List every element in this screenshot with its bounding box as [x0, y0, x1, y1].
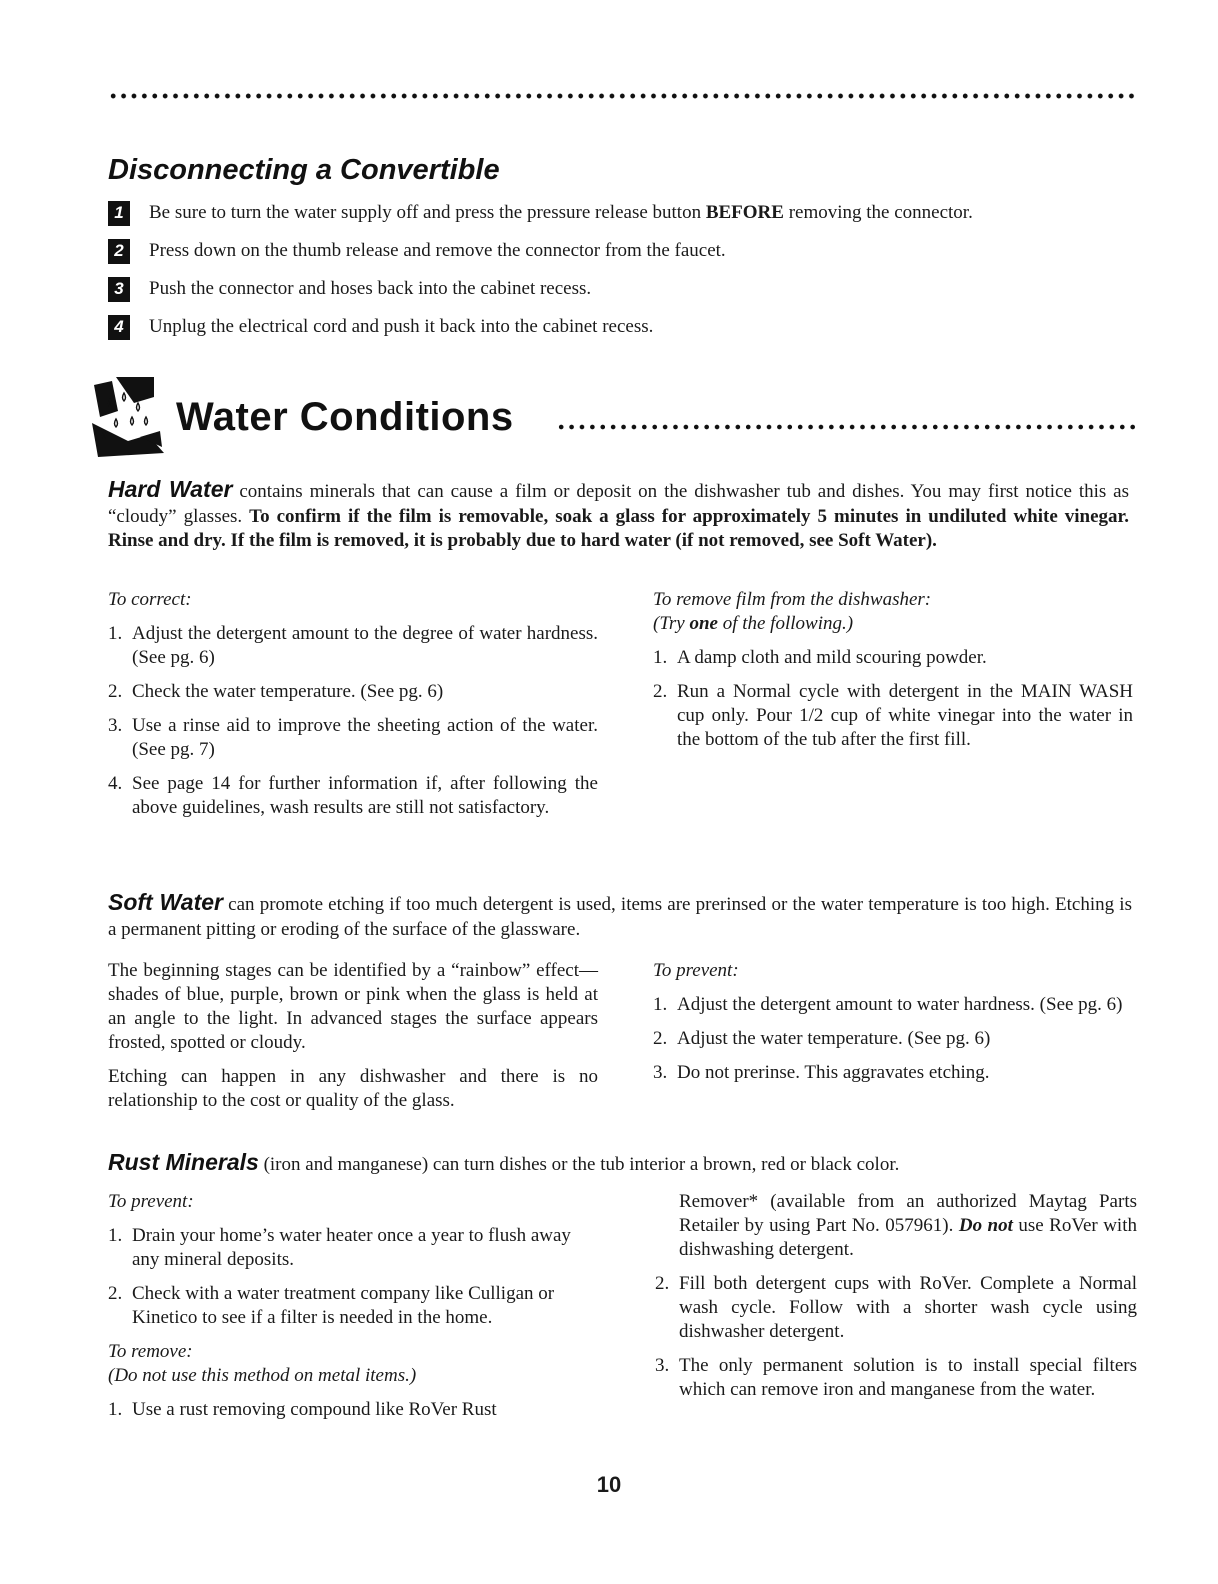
rust-prevent-list	[108, 1224, 600, 1330]
rust-remove-list	[108, 1398, 600, 1422]
water-drops-icon	[88, 373, 170, 459]
list-item: 2. Fill both detergent cups with RoVer. Complete a Normal wash cycle. Follow with a shorter wash cycle using dishwasher detergent.	[655, 1273, 1137, 1342]
step-3	[108, 274, 591, 304]
page-heading-water-conditions: Water Conditions	[176, 395, 514, 439]
step-badge: 3	[108, 277, 130, 302]
to-correct-label: To correct:	[108, 589, 192, 610]
list-item: 3. Do not prerinse. This aggravates etching.	[653, 1062, 990, 1083]
hard-remove-column	[653, 588, 1133, 762]
step-text: Push the connector and hoses back into the cabinet recess.	[149, 278, 592, 299]
list-item: 2. Check the water temperature. (See pg. 6)	[108, 681, 444, 702]
rust-left-column	[108, 1190, 600, 1432]
hard-water-intro: Hard Water contains minerals that can cause a film or deposit on the dishwasher tub and dishes. You may first notice this as “cloudy” glasses. To confirm if the film is removable, soak a glass for approximately 5 minutes in undiluted white vinegar. Rinse and dry. If the film is removed, it is probably due to hard water (if not removed, see Soft Water).	[108, 476, 1130, 551]
step-2	[108, 236, 726, 266]
heading-dot-leader	[556, 423, 1140, 431]
step-1	[108, 198, 973, 228]
prevent-list	[653, 993, 1133, 1085]
soft-water-lead: Soft Water	[108, 889, 223, 915]
soft-paragraph-1: The beginning stages can be identified by a “rainbow” effect— shades of blue, purple, brown or pink when the glass is held at an angle to the light. In advanced stages the surface appears frosted, spotted or cloudy.	[108, 960, 598, 1053]
correct-list	[108, 622, 598, 820]
rust-remove-continued: Remover* (available from an authorized Maytag Parts Retailer by using Part No. 057961). Do not use RoVer with dishwashing detergent.	[679, 1191, 1137, 1260]
step-badge: 4	[108, 315, 130, 340]
to-remove-film-label: To remove film from the dishwasher:	[653, 589, 932, 610]
list-item: 3. Use a rinse aid to improve the sheeting action of the water. (See pg. 7)	[108, 715, 598, 760]
list-item: 3. The only permanent solution is to install special filters which can remove iron and manganese from the water.	[655, 1355, 1137, 1400]
soft-paragraph-2: Etching can happen in any dishwasher and there is no relationship to the cost or quality of the glass.	[108, 1066, 598, 1111]
list-item: 1. Adjust the detergent amount to the degree of water hardness. (See pg. 6)	[108, 623, 598, 668]
rust-right-column	[655, 1190, 1137, 1412]
rust-remove-list-continued	[655, 1272, 1137, 1402]
soft-description-column	[108, 959, 598, 1123]
step-text: Unplug the electrical cord and push it back into the cabinet recess.	[149, 316, 654, 337]
hard-correct-column	[108, 588, 598, 830]
rust-minerals-lead: Rust Minerals	[108, 1149, 259, 1175]
list-item: 1. A damp cloth and mild scouring powder.	[653, 647, 987, 668]
step-badge: 1	[108, 201, 130, 226]
list-item: 2. Run a Normal cycle with detergent in the MAIN WASH cup only. Pour 1/2 cup of white vinegar into the water in the bottom of the tub after the first fill.	[653, 681, 1133, 750]
to-prevent-label: To prevent:	[653, 960, 739, 981]
dotted-rule-top	[108, 92, 1138, 100]
step-text: Be sure to turn the water supply off and press the pressure release button BEFORE removing the connector.	[149, 202, 973, 223]
step-badge: 2	[108, 239, 130, 264]
rust-prevent-label: To prevent:	[108, 1191, 194, 1212]
soft-water-intro: Soft Water can promote etching if too much detergent is used, items are prerinsed or the water temperature is too high. Etching is a permanent pitting or eroding of the surface of the glassware.	[108, 889, 1132, 940]
list-item: 2. Adjust the water temperature. (See pg. 6)	[653, 1028, 991, 1049]
rust-minerals-intro: Rust Minerals (iron and manganese) can turn dishes or the tub interior a brown, red or black color.	[108, 1149, 900, 1175]
list-item: 1. Use a rust removing compound like RoVer Rust	[108, 1399, 497, 1420]
section-title-disconnecting: Disconnecting a Convertible	[108, 154, 500, 186]
list-item: 1. Drain your home’s water heater once a year to flush away any mineral deposits.	[108, 1225, 571, 1270]
list-item: 2. Check with a water treatment company like Culligan or Kinetico to see if a filter is needed in the home.	[108, 1283, 555, 1328]
try-one-note: (Try one of the following.)	[653, 613, 854, 634]
list-item: 1. Adjust the detergent amount to water hardness. (See pg. 6)	[653, 994, 1123, 1015]
step-4	[108, 312, 653, 342]
soft-prevent-column	[653, 959, 1133, 1095]
list-item: 4. See page 14 for further information if, after following the above guidelines, wash results are still not satisfactory.	[108, 773, 598, 818]
rust-remove-note: (Do not use this method on metal items.)	[108, 1365, 417, 1386]
page-number: 10	[596, 1472, 622, 1497]
hard-water-lead: Hard Water	[108, 476, 233, 502]
step-text: Press down on the thumb release and remove the connector from the faucet.	[149, 240, 726, 261]
rust-remove-label: To remove:	[108, 1341, 193, 1362]
remove-film-list	[653, 646, 1133, 752]
